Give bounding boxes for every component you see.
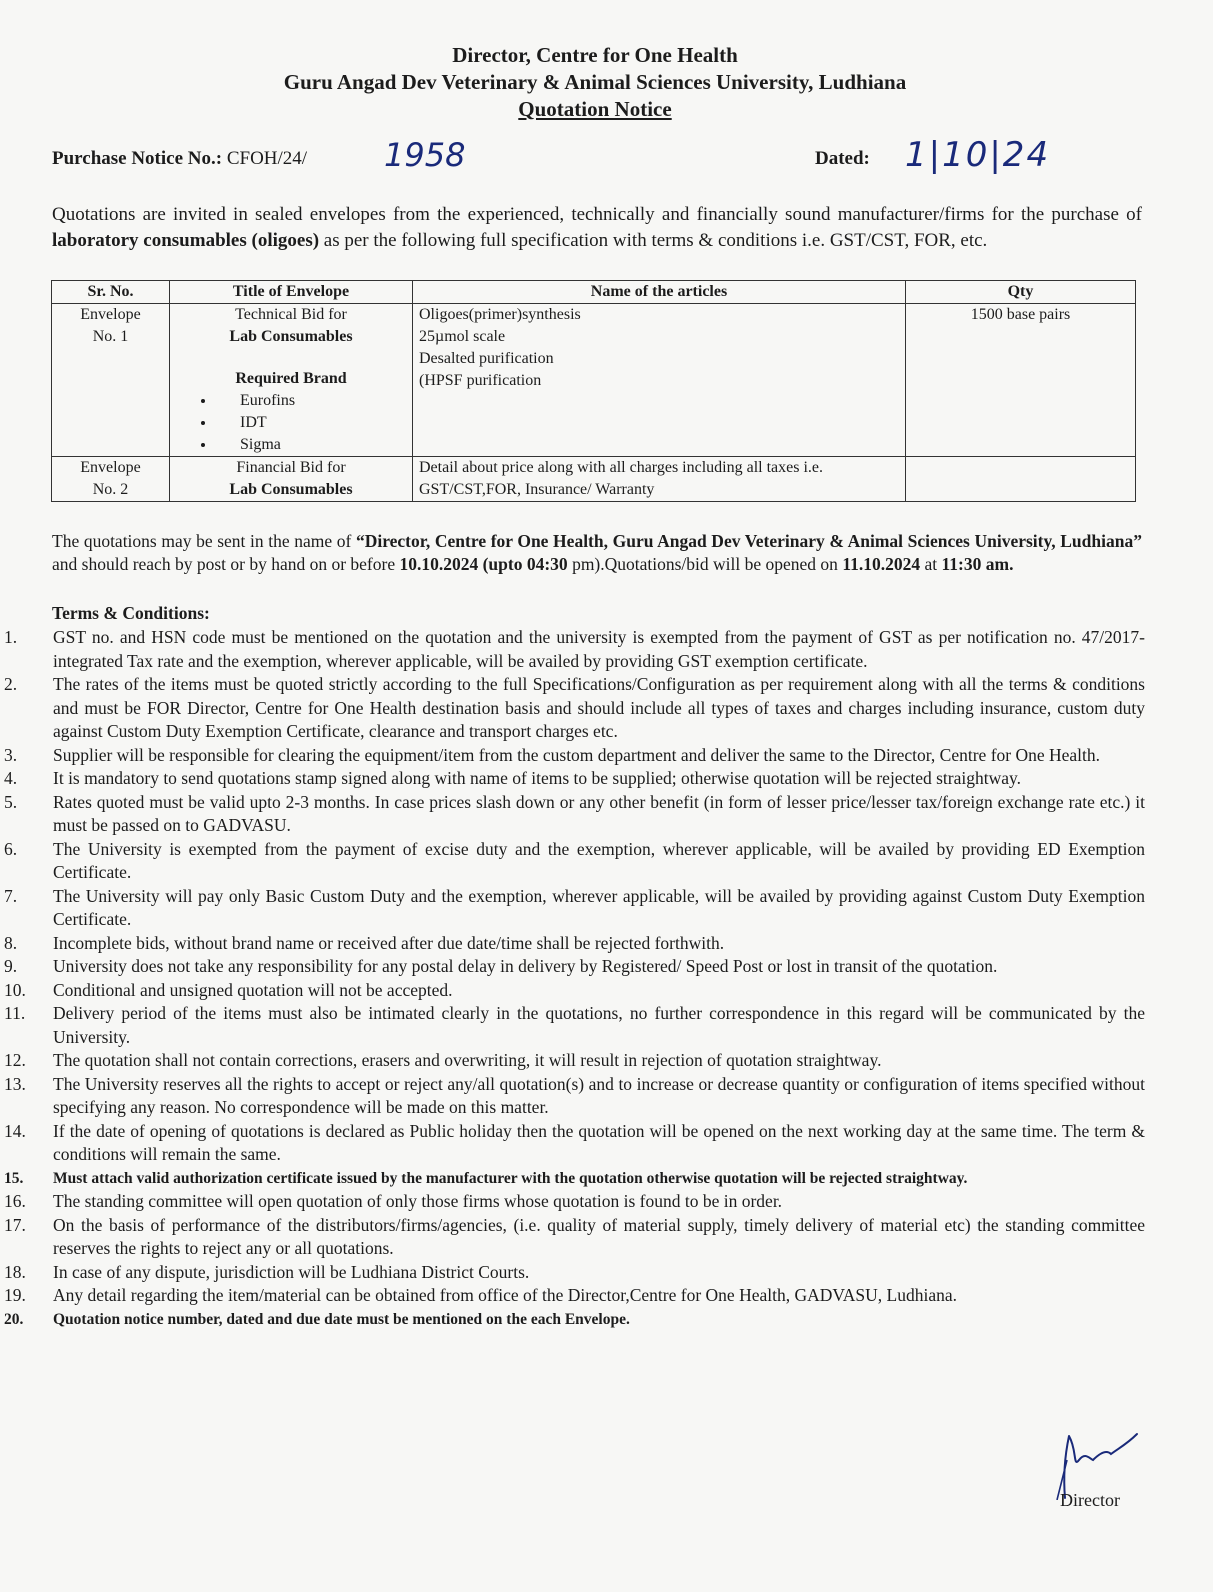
intro-paragraph <box>52 202 1142 254</box>
term-number: 8. <box>4 932 18 953</box>
term-number: 4. <box>4 768 18 788</box>
cell-title <box>170 457 413 502</box>
cell-title <box>170 304 413 457</box>
list-item <box>0 1049 1145 1073</box>
submission-text: pm).Quotations/bid will be opened on <box>567 554 843 574</box>
cell-articles <box>413 304 906 457</box>
cell-sr-no <box>52 457 170 502</box>
terms-list <box>0 626 1145 1331</box>
list-item <box>0 767 1145 791</box>
term-number: 19. <box>4 1285 26 1305</box>
purchase-notice-number <box>52 148 307 170</box>
term-number: 6. <box>4 838 18 859</box>
title-line-1: Technical Bid for <box>235 306 347 323</box>
term-number: 17. <box>4 1214 26 1235</box>
term-text: On the basis of performance of the distributors/firms/agencies, (i.e. quality of material supply, timely delivery of material etc) the standing committee reserves the rights to reject any or all quotations. <box>53 1214 1145 1258</box>
list-item: • Sigma <box>216 434 406 456</box>
list-item: • IDT <box>216 412 406 434</box>
term-text: Delivery period of the items must also be intimated clearly in the quotations, no further correspondence in this regard will be communicated by the University. <box>53 1003 1145 1047</box>
intro-text-2: as per the following full specification with terms & conditions i.e. GST/CST, FOR, etc. <box>319 230 988 251</box>
purchase-notice-label: Purchase Notice No.: <box>52 148 223 169</box>
submission-addressee: “Director, Centre for One Health, Guru Angad Dev Veterinary & Animal Sciences University, Ludhiana” <box>355 531 1142 551</box>
list-item <box>0 744 1145 768</box>
specification-table <box>51 280 1136 502</box>
article-line: GST/CST,FOR, Insurance/ Warranty <box>419 481 655 498</box>
term-number: 18. <box>4 1261 26 1282</box>
opening-date: 11.10.2024 <box>842 554 921 574</box>
title-line-2: Lab Consumables <box>229 328 353 345</box>
handwritten-notice-number: 1958 <box>384 136 466 174</box>
title-line-2: Lab Consumables <box>229 481 353 498</box>
term-text: The University will pay only Basic Custom Duty and the exemption, wherever applicable, will be availed by providing against Custom Duty Exemption Certificate. <box>53 885 1145 929</box>
document-header <box>0 42 1190 123</box>
submission-paragraph <box>52 530 1142 576</box>
title-line-1: Financial Bid for <box>236 459 346 476</box>
list-item <box>0 1120 1145 1167</box>
sr-line-2: No. 2 <box>92 481 129 498</box>
cell-qty <box>906 457 1136 502</box>
submission-deadline: 10.10.2024 (upto 04:30 <box>399 554 568 574</box>
term-number: 9. <box>4 956 18 976</box>
term-number: 11. <box>4 1003 26 1023</box>
term-number: 12. <box>4 1050 26 1070</box>
submission-text: The quotations may be sent in the name of <box>52 531 356 551</box>
sr-line-2: No. 1 <box>92 328 129 345</box>
term-number: 1. <box>4 627 18 647</box>
list-item <box>0 1002 1145 1049</box>
brand-list <box>176 390 406 456</box>
term-text: The University is exempted from the payment of excise duty and the exemption, wherever applicable, will be availed by providing ED Exemption Certificate. <box>53 838 1145 882</box>
header-line-director: Director, Centre for One Health <box>452 43 738 67</box>
sr-line-1: Envelope <box>80 306 141 323</box>
list-item <box>0 1190 1145 1214</box>
term-number: 13. <box>4 1073 26 1094</box>
table-row <box>52 304 1136 457</box>
list-item <box>0 673 1145 744</box>
term-number: 7. <box>4 885 18 906</box>
list-item <box>0 1167 1145 1191</box>
submission-text: and should reach by post or by hand on or before <box>52 554 400 574</box>
header-title-of-envelope: Title of Envelope <box>170 281 413 304</box>
list-item: • Eurofins <box>216 390 406 412</box>
article-line: Desalted purification <box>419 350 554 367</box>
terms-heading: Terms & Conditions: <box>52 603 210 623</box>
list-item <box>0 626 1145 673</box>
term-text: GST no. and HSN code must be mentioned on the quotation and the university is exempted from the payment of GST as per notification no. 47/2017-integrated Tax rate and the exemption, wherever applicable, will be availed by providing GST exemption certificate. <box>53 627 1145 671</box>
article-line: (HPSF purification <box>419 372 542 389</box>
table-row <box>52 457 1136 502</box>
term-text: The rates of the items must be quoted strictly according to the full Specifications/Configuration as per requirement along with all the terms & conditions and must be FOR Director, Centre for One Health destination basis and should include all types of taxes and charges including insurance, custom duty against Custom Duty Exemption Certificate, clearance and transport charges etc. <box>53 674 1145 741</box>
list-item <box>0 885 1145 932</box>
term-text: The quotation shall not contain corrections, erasers and overwriting, it will result in rejection of quotation straightway. <box>53 1050 882 1070</box>
signature-label: Director <box>1060 1490 1120 1510</box>
term-text: Quotation notice number, dated and due date must be mentioned on the each Envelope. <box>53 1310 630 1328</box>
term-number: 5. <box>4 791 18 812</box>
cell-qty: 1500 base pairs <box>906 304 1136 457</box>
list-item <box>0 1214 1145 1261</box>
handwritten-date: 1|10|24 <box>905 135 1051 175</box>
sr-line-1: Envelope <box>80 459 141 476</box>
dated-label: Dated: <box>815 148 870 169</box>
list-item <box>0 791 1145 838</box>
term-number: 16. <box>4 1191 26 1211</box>
list-item <box>0 1073 1145 1120</box>
term-number: 20. <box>4 1310 24 1328</box>
term-number: 10. <box>4 979 26 1000</box>
term-number: 14. <box>4 1120 26 1141</box>
term-text: If the date of opening of quotations is declared as Public holiday then the quotation will be opened on the next working day at the same time. The term & conditions will remain the same. <box>53 1120 1145 1164</box>
intro-text-1: Quotations are invited in sealed envelopes from the experienced, technically and financially sound manufacturer/firms for the purchase of <box>52 204 1142 225</box>
term-text: Incomplete bids, without brand name or received after due date/time shall be rejected forthwith. <box>53 932 725 953</box>
header-line-notice-title: Quotation Notice <box>518 97 672 121</box>
cell-sr-no <box>52 304 170 457</box>
term-text: Rates quoted must be valid upto 2-3 months. In case prices slash down or any other benefit (in form of lesser price/lesser tax/foreign exchange rate etc.) it must be passed on to GADVASU. <box>53 791 1145 835</box>
term-text: It is mandatory to send quotations stamp signed along with name of items to be supplied; otherwise quotation will be rejected straightway. <box>53 768 1021 788</box>
term-text: Supplier will be responsible for clearing the equipment/item from the custom department and deliver the same to the Director, Centre for One Health. <box>53 744 1101 765</box>
article-line: Detail about price along with all charges including all taxes i.e. <box>419 459 824 476</box>
article-line: Oligoes(primer)synthesis <box>419 306 581 323</box>
list-item <box>0 955 1145 979</box>
required-brand-heading: Required Brand <box>235 370 347 387</box>
list-item <box>0 979 1145 1003</box>
term-number: 3. <box>4 744 18 765</box>
term-text: The standing committee will open quotation of only those firms whose quotation is found to be in order. <box>53 1191 783 1211</box>
list-item <box>0 1308 1145 1332</box>
list-item <box>0 1284 1145 1308</box>
cell-articles <box>413 457 906 502</box>
opening-time: 11:30 am. <box>941 554 1014 574</box>
term-text: In case of any dispute, jurisdiction will be Ludhiana District Courts. <box>53 1261 530 1282</box>
term-number: 15. <box>4 1169 24 1187</box>
article-line: 25µmol scale <box>419 328 506 345</box>
header-line-university: Guru Angad Dev Veterinary & Animal Sciences University, Ludhiana <box>283 70 907 94</box>
table-header-row <box>52 281 1136 304</box>
term-text: The University reserves all the rights to accept or reject any/all quotation(s) and to increase or decrease quantity or configuration of items specified without specifying any reason. No correspondence will be made on this matter. <box>53 1073 1145 1117</box>
term-text: University does not take any responsibility for any postal delay in delivery by Registered/ Speed Post or lost in transit of the quotation. <box>53 956 998 976</box>
header-qty: Qty <box>906 281 1136 304</box>
list-item <box>0 932 1145 956</box>
term-text: Must attach valid authorization certificate issued by the manufacturer with the quotation otherwise quotation will be rejected straightway. <box>53 1169 968 1187</box>
header-sr-no: Sr. No. <box>52 281 170 304</box>
term-number: 2. <box>4 674 18 694</box>
header-name-of-articles: Name of the articles <box>413 281 906 304</box>
purchase-notice-prefix: CFOH/24/ <box>226 148 308 169</box>
intro-bold-item: laboratory consumables (oligoes) <box>52 230 320 251</box>
term-text: Any detail regarding the item/material can be obtained from office of the Director,Centre for One Health, GADVASU, Ludhiana. <box>53 1285 957 1305</box>
submission-text: at <box>920 554 942 574</box>
term-text: Conditional and unsigned quotation will not be accepted. <box>53 979 453 1000</box>
list-item <box>0 838 1145 885</box>
list-item <box>0 1261 1145 1285</box>
